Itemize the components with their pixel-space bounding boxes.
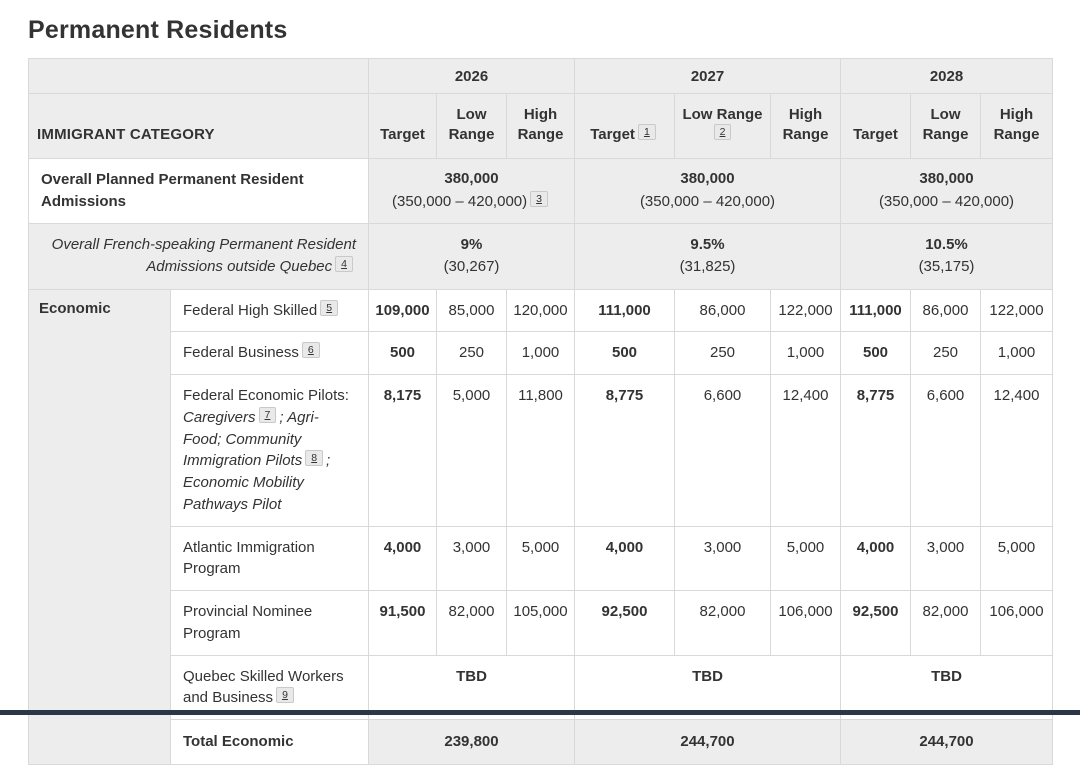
value-cell: 82,000 [911, 591, 981, 656]
footnote-link-4[interactable]: 4 [335, 256, 353, 272]
french-value-2028 [841, 223, 1053, 289]
total-economic-label: Total Economic [171, 720, 369, 765]
federal-economic-pilots-label [171, 375, 369, 527]
value-cell: 91,500 [369, 591, 437, 656]
value-cell: 106,000 [771, 591, 841, 656]
value-cell: 92,500 [841, 591, 911, 656]
value-cell: 106,000 [981, 591, 1053, 656]
footnote-link-5[interactable]: 5 [320, 300, 338, 316]
overall-admissions-label: Overall Planned Permanent Resident Admissions [29, 159, 369, 224]
federal-high-skilled-label [171, 289, 369, 332]
target-header-2027 [575, 94, 675, 159]
row-total-economic [29, 720, 1053, 765]
value-cell: 85,000 [437, 289, 507, 332]
value-cell: 6,600 [675, 375, 771, 527]
value-cell: 82,000 [675, 591, 771, 656]
row-atlantic-immigration-program [29, 526, 1053, 591]
value-cell: 250 [675, 332, 771, 375]
overall-value-2027 [575, 159, 841, 224]
value-cell: 3,000 [911, 526, 981, 591]
target-header-2028: Target [841, 94, 911, 159]
french-value-2026-count: (30,267) [443, 258, 500, 275]
value-cell: 120,000 [507, 289, 575, 332]
value-cell: 500 [575, 332, 675, 375]
value-cell: 1,000 [981, 332, 1053, 375]
federal-business-label [171, 332, 369, 375]
quebec-value-2026: TBD [369, 655, 575, 720]
high-range-header-2027: High Range [771, 94, 841, 159]
french-value-2026 [369, 223, 575, 289]
target-header-2026: Target [369, 94, 437, 159]
overall-value-2027-range: (350,000 – 420,000) [639, 192, 776, 210]
target-header-2027-label: Target [590, 125, 635, 143]
value-cell: 86,000 [675, 289, 771, 332]
value-cell: 5,000 [507, 526, 575, 591]
row-french-speaking [29, 223, 1053, 289]
pilots-suffix: ; Economic Mobility Pathways Pilot [183, 452, 331, 513]
french-value-2028-pct: 10.5% [925, 235, 968, 253]
value-cell: 5,000 [771, 526, 841, 591]
value-cell: 8,175 [369, 375, 437, 527]
value-cell: 1,000 [507, 332, 575, 375]
value-cell: 500 [841, 332, 911, 375]
footnote-link-7[interactable]: 7 [259, 407, 277, 423]
footnote-link-9[interactable]: 9 [276, 687, 294, 703]
quebec-value-2027: TBD [575, 655, 841, 720]
value-cell: 1,000 [771, 332, 841, 375]
total-economic-2027: 244,700 [575, 720, 841, 765]
low-range-header-2028: Low Range [911, 94, 981, 159]
year-header-2028: 2028 [841, 59, 1053, 94]
row-federal-high-skilled [29, 289, 1053, 332]
value-cell: 5,000 [981, 526, 1053, 591]
high-range-header-2026: High Range [507, 94, 575, 159]
pilots-caregivers: Caregivers [183, 408, 256, 426]
immigrant-category-header: IMMIGRANT CATEGORY [29, 94, 369, 159]
value-cell: 4,000 [575, 526, 675, 591]
economic-category-cell: Economic [29, 289, 171, 764]
french-value-2027-pct: 9.5% [690, 235, 725, 253]
french-speaking-label-text: Overall French-speaking Permanent Resident Admissions outside Quebec [51, 235, 356, 275]
overall-value-2026 [369, 159, 575, 224]
row-federal-business [29, 332, 1053, 375]
value-cell: 250 [911, 332, 981, 375]
value-cell: 3,000 [675, 526, 771, 591]
federal-high-skilled-label-text: Federal High Skilled [183, 301, 318, 319]
year-header-blank [29, 59, 369, 94]
value-cell: 105,000 [507, 591, 575, 656]
footnote-link-6[interactable]: 6 [302, 342, 320, 358]
overall-value-2026-range: (350,000 – 420,000) [392, 192, 528, 210]
french-value-2026-pct: 9% [460, 235, 483, 253]
value-cell: 11,800 [507, 375, 575, 527]
year-header-2026: 2026 [369, 59, 575, 94]
high-range-header-2028: High Range [981, 94, 1053, 159]
value-cell: 122,000 [981, 289, 1053, 332]
provincial-nominee-label: Provincial Nominee Program [171, 591, 369, 656]
overall-value-2026-sub [375, 191, 568, 214]
value-cell: 92,500 [575, 591, 675, 656]
footnote-link-2[interactable]: 2 [714, 124, 732, 140]
value-cell: 3,000 [437, 526, 507, 591]
overall-value-2028-main: 380,000 [919, 170, 974, 188]
year-header-2027: 2027 [575, 59, 841, 94]
immigration-levels-table [28, 58, 1053, 765]
row-provincial-nominee-program [29, 591, 1053, 656]
overall-value-2028-range: (350,000 – 420,000) [878, 192, 1015, 210]
pilots-prefix: Federal Economic Pilots: [183, 387, 349, 404]
row-overall-admissions [29, 159, 1053, 224]
atlantic-program-label: Atlantic Immigration Program [171, 526, 369, 591]
total-economic-2026: 239,800 [369, 720, 575, 765]
value-cell: 82,000 [437, 591, 507, 656]
value-cell: 5,000 [437, 375, 507, 527]
value-cell: 6,600 [911, 375, 981, 527]
overall-value-2027-main: 380,000 [680, 170, 735, 188]
value-cell: 111,000 [841, 289, 911, 332]
bottom-bar [0, 710, 1080, 715]
overall-value-2028 [841, 159, 1053, 224]
row-federal-economic-pilots [29, 375, 1053, 527]
value-cell: 8,775 [575, 375, 675, 527]
year-header-row [29, 59, 1053, 94]
overall-value-2026-main: 380,000 [444, 170, 499, 188]
quebec-value-2028: TBD [841, 655, 1053, 720]
page-title: Permanent Residents [28, 16, 288, 44]
column-header-row [29, 94, 1053, 159]
low-range-header-2027-label: Low Range [682, 105, 763, 123]
footnote-link-3[interactable]: 3 [530, 191, 548, 207]
value-cell: 4,000 [841, 526, 911, 591]
value-cell: 250 [437, 332, 507, 375]
french-value-2027 [575, 223, 841, 289]
french-value-2027-count: (31,825) [679, 258, 736, 275]
low-range-header-2027 [675, 94, 771, 159]
value-cell: 500 [369, 332, 437, 375]
value-cell: 122,000 [771, 289, 841, 332]
total-economic-2028: 244,700 [841, 720, 1053, 765]
value-cell: 12,400 [981, 375, 1053, 527]
federal-business-label-text: Federal Business [183, 344, 299, 362]
footnote-link-1[interactable]: 1 [638, 124, 656, 140]
quebec-skilled-workers-label-text: Quebec Skilled Workers and Business [183, 667, 344, 707]
pilots-mid: ; Agri-Food; Community Immigration Pilots [183, 408, 319, 470]
value-cell: 86,000 [911, 289, 981, 332]
value-cell: 109,000 [369, 289, 437, 332]
french-value-2028-count: (35,175) [918, 258, 975, 275]
value-cell: 12,400 [771, 375, 841, 527]
value-cell: 111,000 [575, 289, 675, 332]
low-range-header-2026: Low Range [437, 94, 507, 159]
value-cell: 8,775 [841, 375, 911, 527]
footnote-link-8[interactable]: 8 [305, 450, 323, 466]
value-cell: 4,000 [369, 526, 437, 591]
french-speaking-label [29, 223, 369, 289]
